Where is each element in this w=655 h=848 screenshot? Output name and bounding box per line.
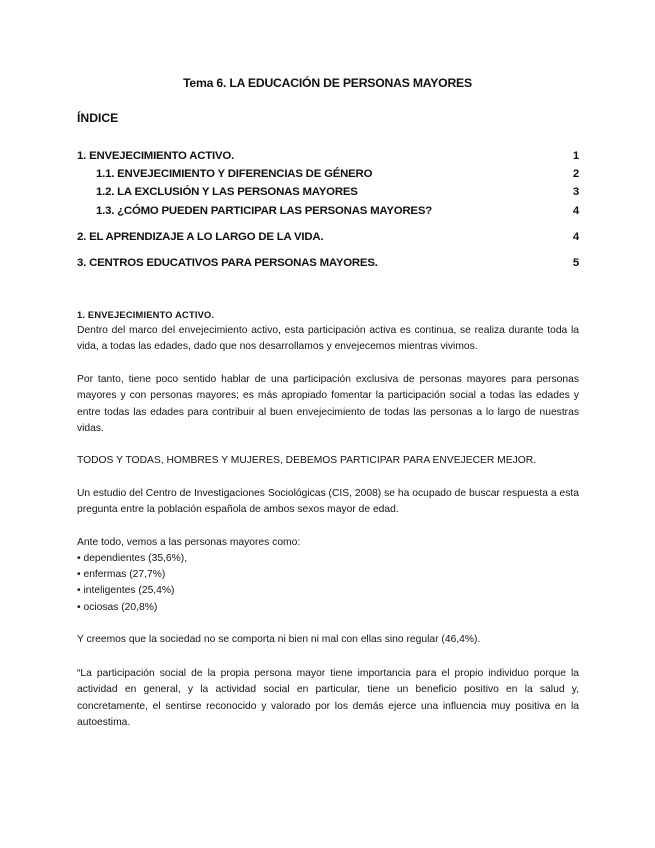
- list-item: • inteligentes (25,4%): [77, 585, 175, 596]
- toc-entry-label: 3. CENTROS EDUCATIVOS PARA PERSONAS MAYORES.: [77, 257, 378, 269]
- toc-entry-page: 4: [572, 205, 579, 217]
- list-intro: Ante todo, vemos a las personas mayores como:: [77, 537, 301, 548]
- toc-entry-2[interactable]: [77, 229, 579, 245]
- toc-entry-label: 2. EL APRENDIZAJE A LO LARGO DE LA VIDA.: [77, 231, 324, 243]
- toc-entry-label: 1.2. LA EXCLUSIÓN Y LAS PERSONAS MAYORES: [96, 186, 358, 198]
- list-item: • dependientes (35,6%),: [77, 553, 188, 564]
- paragraph: Por tanto, tiene poco sentido hablar de una participación exclusiva de personas mayores para personas mayores y con personas mayores; es más apropiado fomentar la participación social a todas las edades y entre todas las edades para contribuir al buen envejecimiento de todas las personas a lo largo de nuestras vidas.: [77, 374, 579, 434]
- section-heading: 1. ENVEJECIMIENTO ACTIVO.: [77, 310, 215, 320]
- paragraph: Dentro del marco del envejecimiento activo, esta participación activa es continua, se realiza durante toda la vida, a todas las edades, dado que nos desarrollamos y envejecemos mientras vivimos.: [77, 325, 579, 353]
- list-item: • enfermas (27,7%): [77, 569, 166, 580]
- toc-entry-label: 1. ENVEJECIMIENTO ACTIVO.: [77, 150, 235, 162]
- toc-entry-1-3[interactable]: [96, 203, 579, 219]
- list-item: • ociosas (20,8%): [77, 602, 158, 613]
- toc-entry-page: 1: [572, 150, 579, 162]
- toc-entry-page: 2: [572, 168, 579, 180]
- toc-entry-1-1[interactable]: [96, 166, 579, 182]
- paragraph: Un estudio del Centro de Investigaciones Sociológicas (CIS, 2008) se ha ocupado de buscar respuesta a esta pregunta entre la población española de ambos sexos mayor de edad.: [77, 488, 579, 516]
- toc-entry-1-2[interactable]: [96, 184, 579, 200]
- index-heading: ÍNDICE: [77, 111, 119, 125]
- toc-entry-page: 3: [572, 186, 579, 198]
- toc-entry-label: 1.3. ¿CÓMO PUEDEN PARTICIPAR LAS PERSONAS MAYORES?: [96, 205, 432, 217]
- quote-paragraph: “La participación social de la propia persona mayor tiene importancia para el propio individuo porque la actividad en general, y la actividad social en particular, tiene un beneficio positivo en la salud y, concretamente, el sentirse reconocido y valorado por los demás ejerce una influencia muy positiva en la autoestima.: [77, 668, 579, 728]
- toc-entry-3[interactable]: [77, 255, 579, 271]
- toc-entry-label: 1.1. ENVEJECIMIENTO Y DIFERENCIAS DE GÉNERO: [96, 168, 373, 180]
- paragraph-emphasis: TODOS Y TODAS, HOMBRES Y MUJERES, DEBEMOS PARTICIPAR PARA ENVEJECER MEJOR.: [77, 455, 537, 466]
- toc-entry-1[interactable]: [77, 148, 579, 164]
- toc-entry-page: 5: [572, 257, 579, 269]
- paragraph: Y creemos que la sociedad no se comporta ni bien ni mal con ellas sino regular (46,4%).: [77, 634, 481, 645]
- toc-entry-page: 4: [572, 231, 579, 243]
- document-title: Tema 6. LA EDUCACIÓN DE PERSONAS MAYORES: [183, 76, 472, 90]
